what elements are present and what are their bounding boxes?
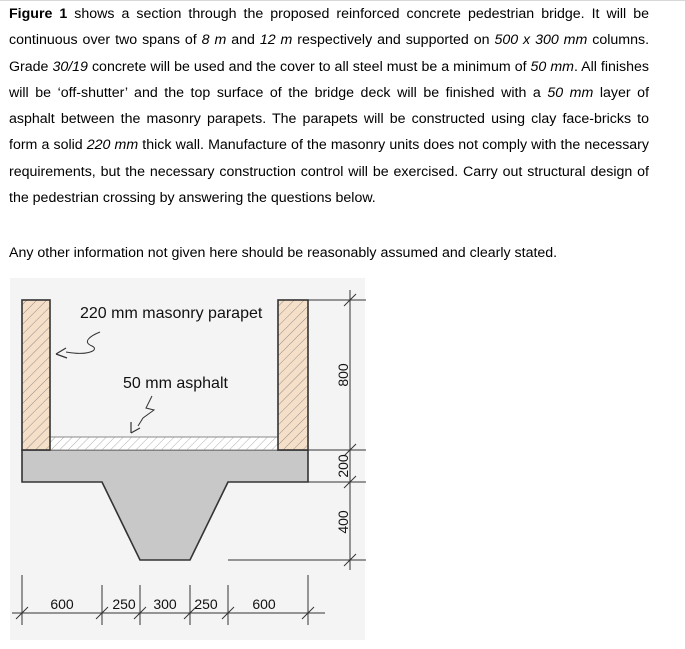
dim-250-left-label: 250 — [112, 596, 136, 612]
assumption-note: Any other information not given here should be reasonably assumed and clearly stated. — [9, 245, 558, 261]
right-parapet — [278, 300, 308, 450]
concrete-grade: 30/19 — [52, 58, 88, 75]
dim-250-right-label: 250 — [194, 596, 218, 612]
column-size: 500 x 300 mm — [494, 32, 588, 49]
dim-600-left-label: 600 — [50, 596, 74, 612]
dim-800-label: 800 — [335, 363, 351, 387]
figure-reference: Figure 1 — [9, 6, 68, 22]
wall-thickness: 220 mm — [86, 137, 139, 154]
dim-600-right-label: 600 — [252, 596, 276, 612]
span-1-length: 8 m — [201, 32, 227, 49]
problem-statement: Figure 1 shows a section through the proposed reinforced concrete pedestrian bridge. It will be continuous over two spans of 8 m and 12 m respectively and supported on 500 x 300 mm columns. Grade 30/19 concrete will be used and the cover to all steel must be a minimum of 50 mm. All finishes will be ‘off-shutter’ and the top surface of the bridge deck will be finished with a 50 mm layer of asphalt between the masonry parapets. The parapets will be constructed using clay face-bricks to form a solid 220 mm thick wall. Manufacture of the masonry units does not comply with the necessary requirements, but the necessary construction control will be exercised. Carry out structural design of the pedestrian crossing by answering the questions below. — [9, 6, 650, 207]
bridge-section-figure — [0, 275, 420, 645]
dim-400-label: 400 — [335, 510, 351, 534]
asphalt-layer — [50, 437, 278, 450]
dim-200-label: 200 — [335, 454, 351, 478]
span-2-length: 12 m — [259, 32, 293, 49]
parapet-label: 220 mm masonry parapet — [80, 305, 263, 322]
cover-value: 50 mm — [530, 58, 574, 75]
dim-300-label: 300 — [153, 596, 177, 612]
asphalt-label: 50 mm asphalt — [123, 375, 228, 392]
left-parapet — [22, 300, 50, 450]
asphalt-thickness: 50 mm — [547, 84, 594, 101]
